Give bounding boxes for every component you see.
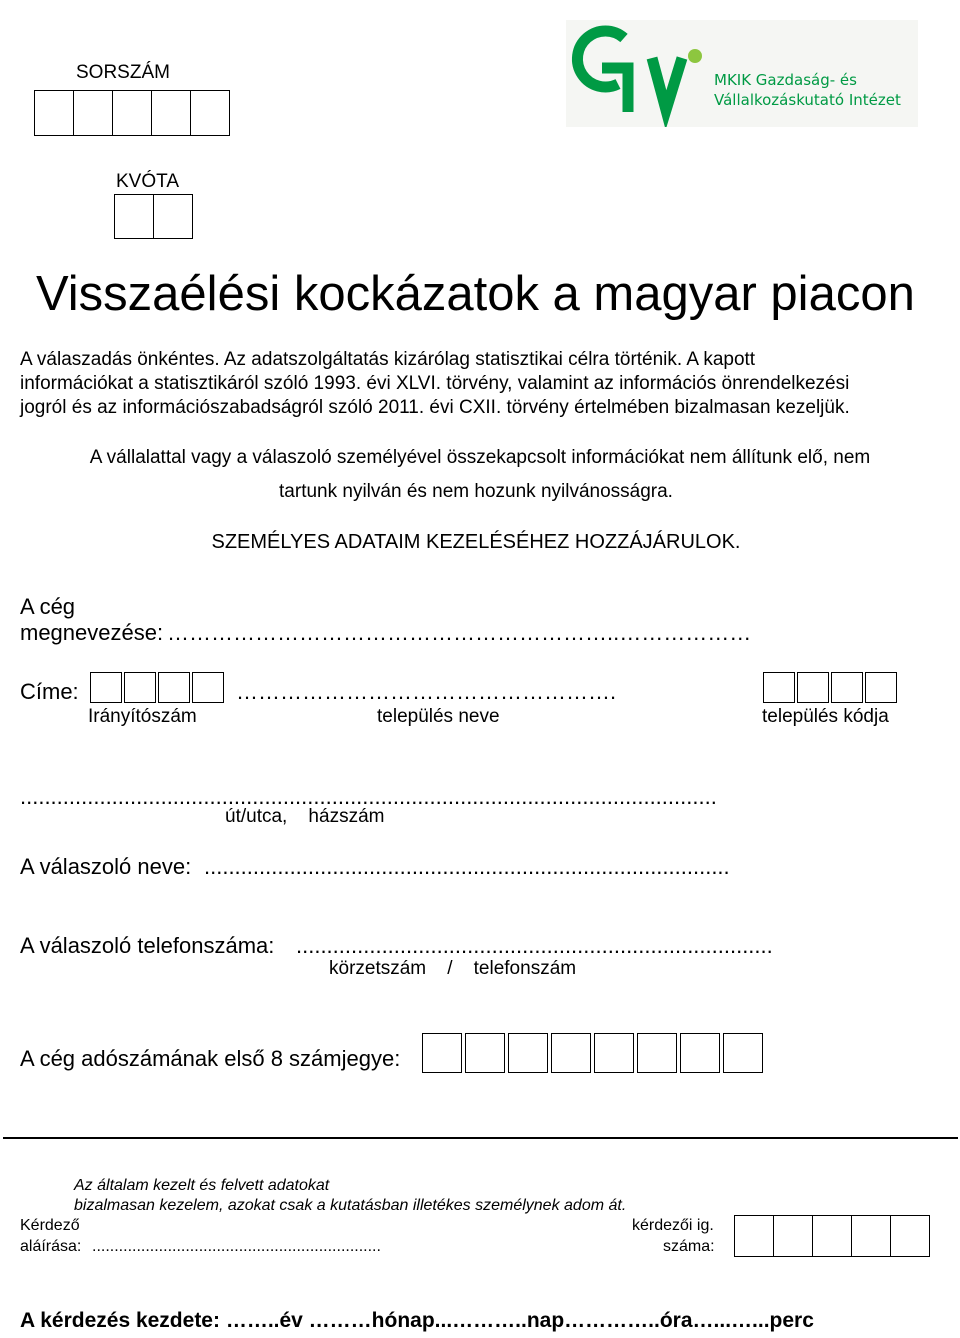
signature-label-1: Kérdező — [20, 1217, 80, 1234]
interview-start-line[interactable]: A kérdezés kezdete: ……..év ………hónap...………..nap…………..óra…...…...perc — [20, 1309, 814, 1332]
sorszam-digit-box[interactable] — [190, 90, 230, 136]
intro-line-2: információkat a statisztikáról szóló 1993. évi XLVI. törvény, valamint az információs önrendelkezési — [20, 373, 850, 394]
gvi-logo-mark — [566, 20, 706, 127]
company-name-label-1: A cég — [20, 594, 76, 619]
street-caption: út/utca, házszám — [225, 806, 385, 827]
intro-line-1: A válaszadás önkéntes. Az adatszolgáltatás kizárólag statisztikai célra történik. A kapott — [20, 349, 756, 370]
kvota-digit-box[interactable] — [153, 194, 193, 239]
sorszam-boxes — [34, 90, 230, 136]
settlement-name-caption: település neve — [377, 706, 500, 727]
postal-code-digit-box[interactable] — [124, 672, 156, 703]
logo-text-line2: Vállalkozáskutató Intézet — [714, 91, 901, 109]
intro-line-3: jogról és az információszabadságról szóló 2011. évi CXII. törvény értelmében bizalmasan kezeljük. — [20, 397, 850, 418]
tax-digit-box[interactable] — [723, 1033, 763, 1073]
settlement-code-digit-box[interactable] — [865, 672, 897, 703]
interviewer-id-digit-box[interactable] — [890, 1215, 930, 1257]
phone-caption: körzetszám / telefonszám — [329, 958, 577, 979]
tax-digit-box[interactable] — [422, 1033, 462, 1073]
settlement-code-digit-box[interactable] — [831, 672, 863, 703]
page-title: Visszaélési kockázatok a magyar piacon — [36, 267, 915, 321]
interviewer-id-boxes — [734, 1215, 930, 1257]
company-name-label-2: megnevezése: — [20, 620, 164, 645]
company-name-field[interactable]: ……………………………………………………..……………… — [167, 620, 752, 645]
settlement-code-digit-box[interactable] — [797, 672, 829, 703]
settlement-code-boxes — [763, 672, 897, 703]
tax-digit-box[interactable] — [594, 1033, 634, 1073]
sorszam-label: SORSZÁM — [76, 62, 170, 83]
postal-code-digit-box[interactable] — [158, 672, 190, 703]
respondent-name-label: A válaszoló neve: — [20, 854, 198, 879]
postal-code-boxes — [90, 672, 224, 703]
tax-number-label: A cég adószámának első 8 számjegye: — [20, 1046, 401, 1071]
interviewer-id-label-2: száma: — [663, 1238, 715, 1255]
interviewer-id-label-1: kérdezői ig. — [632, 1217, 714, 1234]
settlement-code-caption: település kódja — [762, 706, 889, 727]
street-field[interactable]: .................................................................................................................. — [20, 784, 717, 809]
address-label: Címe: — [20, 679, 79, 704]
interviewer-id-digit-box[interactable] — [773, 1215, 813, 1257]
kvota-label: KVÓTA — [116, 171, 179, 192]
tax-digit-box[interactable] — [637, 1033, 677, 1073]
respondent-name-field[interactable]: ...................................................................................... — [204, 854, 730, 879]
tax-digit-box[interactable] — [465, 1033, 505, 1073]
interviewer-id-digit-box[interactable] — [812, 1215, 852, 1257]
sorszam-digit-box[interactable] — [151, 90, 191, 136]
postal-code-digit-box[interactable] — [192, 672, 224, 703]
postal-code-caption: Irányítószám — [88, 706, 197, 727]
interviewer-statement-1: Az általam kezelt és felvett adatokat — [74, 1177, 330, 1194]
sorszam-digit-box[interactable] — [73, 90, 113, 136]
logo-text-line1: MKIK Gazdaság- és — [714, 71, 857, 89]
intro-line-5: tartunk nyilván és nem hozunk nyilvánosságra. — [279, 481, 673, 502]
respondent-phone-label: A válaszoló telefonszáma: — [20, 933, 281, 958]
interviewer-id-digit-box[interactable] — [734, 1215, 774, 1257]
gvi-logo — [566, 20, 918, 127]
tax-digit-box[interactable] — [551, 1033, 591, 1073]
settlement-code-digit-box[interactable] — [763, 672, 795, 703]
section-divider — [3, 1137, 958, 1139]
tax-digit-box[interactable] — [680, 1033, 720, 1073]
signature-field[interactable]: ................................................................. — [92, 1238, 381, 1255]
intro-line-4: A vállalattal vagy a válaszoló személyével összekapcsolt információkat nem állítunk elő, nem — [89, 447, 871, 468]
postal-code-digit-box[interactable] — [90, 672, 122, 703]
tax-digit-box[interactable] — [508, 1033, 548, 1073]
sorszam-digit-box[interactable] — [112, 90, 152, 136]
interviewer-statement-2: bizalmasan kezelem, azokat csak a kutatásban illetékes személynek adom át. — [74, 1197, 627, 1214]
kvota-digit-box[interactable] — [114, 194, 154, 239]
respondent-phone-field[interactable]: .............................................................................. — [296, 933, 773, 958]
sorszam-digit-box[interactable] — [34, 90, 74, 136]
interviewer-id-digit-box[interactable] — [851, 1215, 891, 1257]
kvota-boxes — [114, 194, 193, 239]
tax-number-boxes — [422, 1033, 763, 1073]
consent-statement: SZEMÉLYES ADATAIM KEZELÉSÉHEZ HOZZÁJÁRULOK. — [211, 531, 741, 553]
settlement-name-field[interactable]: ……………………………………………. — [236, 679, 617, 704]
signature-label-2: aláírása: — [20, 1238, 86, 1255]
